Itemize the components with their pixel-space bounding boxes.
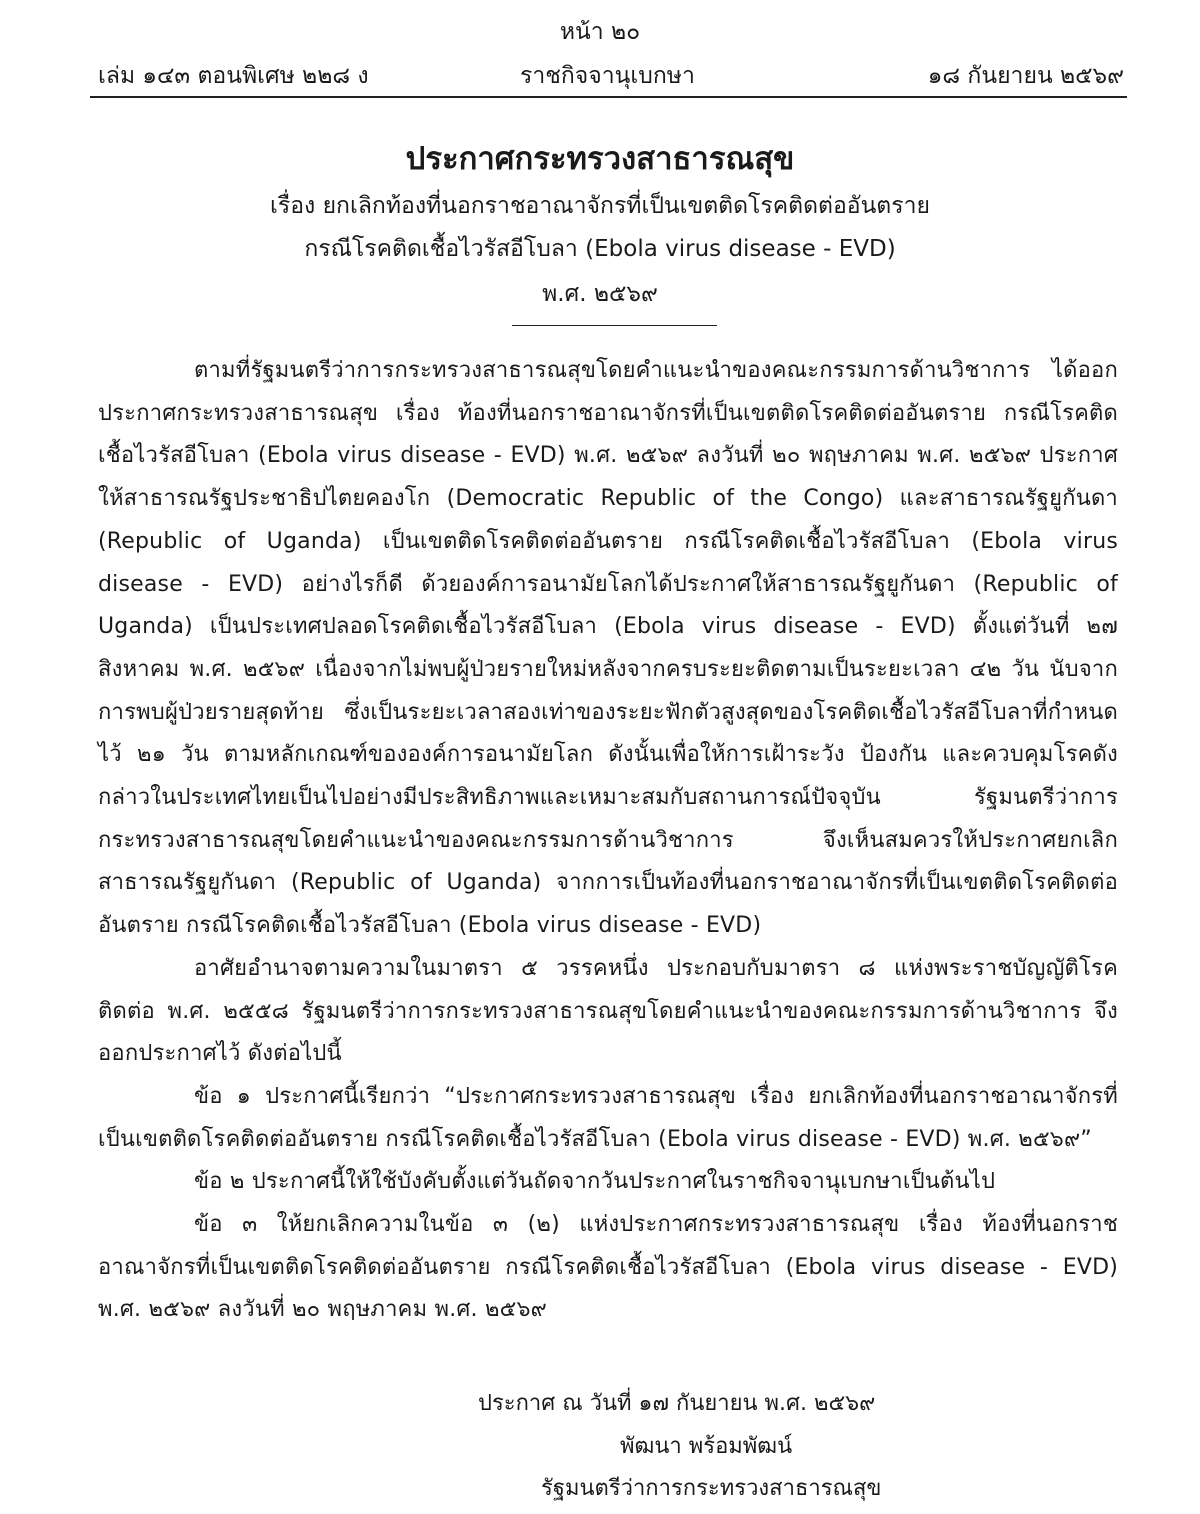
announcement-subject-line-2: กรณีโรคติดเชื้อไวรัสอีโบลา (Ebola virus disease - EVD) bbox=[304, 236, 896, 262]
clause-2: ข้อ ๒ ประกาศนี้ให้ใช้บังคับตั้งแต่วันถัดจากวันประกาศในราชกิจจานุเบกษาเป็นต้นไป bbox=[194, 1169, 996, 1195]
announcement-body bbox=[98, 350, 1118, 1332]
clause-3: ข้อ ๓ ให้ยกเลิกความในข้อ ๓ (๒) แห่งประกาศกระทรวงสาธารณสุข เรื่อง ท้องที่นอกราชอาณาจักรที่เป็นเขตติดโรคติดต่ออันตราย กรณีโรคติดเชื้อไวรัสอีโบลา (Ebola virus disease - EVD) พ.ศ. ๒๕๖๙ ลงวันที่ ๒๐ พฤษภาคม พ.ศ. ๒๕๖๙ bbox=[98, 1212, 1118, 1323]
signatory-name: พัฒนา พร้อมพัฒน์ bbox=[620, 1434, 793, 1459]
signatory-position: รัฐมนตรีว่าการกระทรวงสาธารณสุข bbox=[541, 1476, 882, 1501]
announcement-subject-line-1: เรื่อง ยกเลิกท้องที่นอกราชอาณาจักรที่เป็นเขตติดโรคติดต่ออันตราย bbox=[270, 193, 930, 219]
gazette-volume-issue: เล่ม ๑๔๓ ตอนพิเศษ ๒๒๘ ง bbox=[98, 63, 369, 89]
paragraph-authority: อาศัยอำนาจตามความในมาตรา ๕ วรรคหนึ่ง ประกอบกับมาตรา ๘ แห่งพระราชบัญญัติโรคติดต่อ พ.ศ. ๒๕๕๘ รัฐมนตรีว่าการกระทรวงสาธารณสุขโดยคำแนะนำของคณะกรรมการด้านวิชาการ จึงออกประกาศไว้ ดังต่อไปนี้ bbox=[98, 955, 1118, 1067]
gazette-publication-name: ราชกิจจานุเบกษา bbox=[520, 63, 695, 89]
signature-date: ประกาศ ณ วันที่ ๑๗ กันยายน พ.ศ. ๒๕๖๙ bbox=[478, 1391, 876, 1416]
paragraph-preamble: ตามที่รัฐมนตรีว่าการกระทรวงสาธารณสุขโดยคำแนะนำของคณะกรรมการด้านวิชาการ ได้ออกประกาศกระทรวงสาธารณสุข เรื่อง ท้องที่นอกราชอาณาจักรที่เป็นเขตติดโรคติดต่ออันตราย กรณีโรคติดเชื้อไวรัสอีโบลา (Ebola virus disease - EVD) พ.ศ. ๒๕๖๙ ลงวันที่ ๒๐ พฤษภาคม พ.ศ. ๒๕๖๙ ประกาศให้สาธารณรัฐประชาธิปไตยคองโก (Democratic Republic of the Congo) และสาธารณรัฐยูกันดา (Republic of Uganda) เป็นเขตติดโรคติดต่ออันตราย กรณีโรคติดเชื้อไวรัสอีโบลา (Ebola virus disease - EVD) อย่างไรก็ดี ด้วยองค์การอนามัยโลกได้ประกาศให้สาธารณรัฐยูกันดา (Republic of Uganda) เป็นประเทศปลอดโรคติดเชื้อไวรัสอีโบลา (Ebola virus disease - EVD) ตั้งแต่วันที่ ๒๗ สิงหาคม พ.ศ. ๒๕๖๙ เนื่องจากไม่พบผู้ป่วยรายใหม่หลังจากครบระยะติดตามเป็นระยะเวลา ๔๒ วัน นับจากการพบผู้ป่วยรายสุดท้าย ซึ่งเป็นระยะเวลาสองเท่าของระยะฟักตัวสูงสุดของโรคติดเชื้อไวรัสอีโบลาที่กำหนดไว้ ๒๑ วัน ตามหลักเกณฑ์ขององค์การอนามัยโลก ดังนั้นเพื่อให้การเฝ้าระวัง ป้องกัน และควบคุมโรคดังกล่าวในประเทศไทยเป็นไปอย่างมีประสิทธิภาพและเหมาะสมกับสถานการณ์ปัจจุบัน รัฐมนตรีว่าการกระทรวงสาธารณสุขโดยคำแนะนำของคณะกรรมการด้านวิชาการ จึงเห็นสมควรให้ประกาศยกเลิกสาธารณรัฐยูกันดา (Republic of Uganda) จากการเป็นท้องที่นอกราชอาณาจักรที่เป็นเขตติดโรคติดต่ออันตราย กรณีโรคติดเชื้อไวรัสอีโบลา (Ebola virus disease - EVD) bbox=[98, 358, 1118, 939]
announcement-year: พ.ศ. ๒๕๖๙ bbox=[542, 281, 658, 307]
header-divider bbox=[90, 96, 1127, 98]
page-number: หน้า ๒๐ bbox=[559, 19, 641, 45]
gazette-date: ๑๘ กันยายน ๒๕๖๙ bbox=[927, 63, 1124, 89]
title-divider bbox=[512, 325, 717, 326]
announcement-title: ประกาศกระทรวงสาธารณสุข bbox=[405, 141, 795, 177]
clause-1: ข้อ ๑ ประกาศนี้เรียกว่า “ประกาศกระทรวงสาธารณสุข เรื่อง ยกเลิกท้องที่นอกราชอาณาจักรที่เป็นเขตติดโรคติดต่ออันตราย กรณีโรคติดเชื้อไวรัสอีโบลา (Ebola virus disease - EVD) พ.ศ. ๒๕๖๙” bbox=[98, 1083, 1118, 1152]
